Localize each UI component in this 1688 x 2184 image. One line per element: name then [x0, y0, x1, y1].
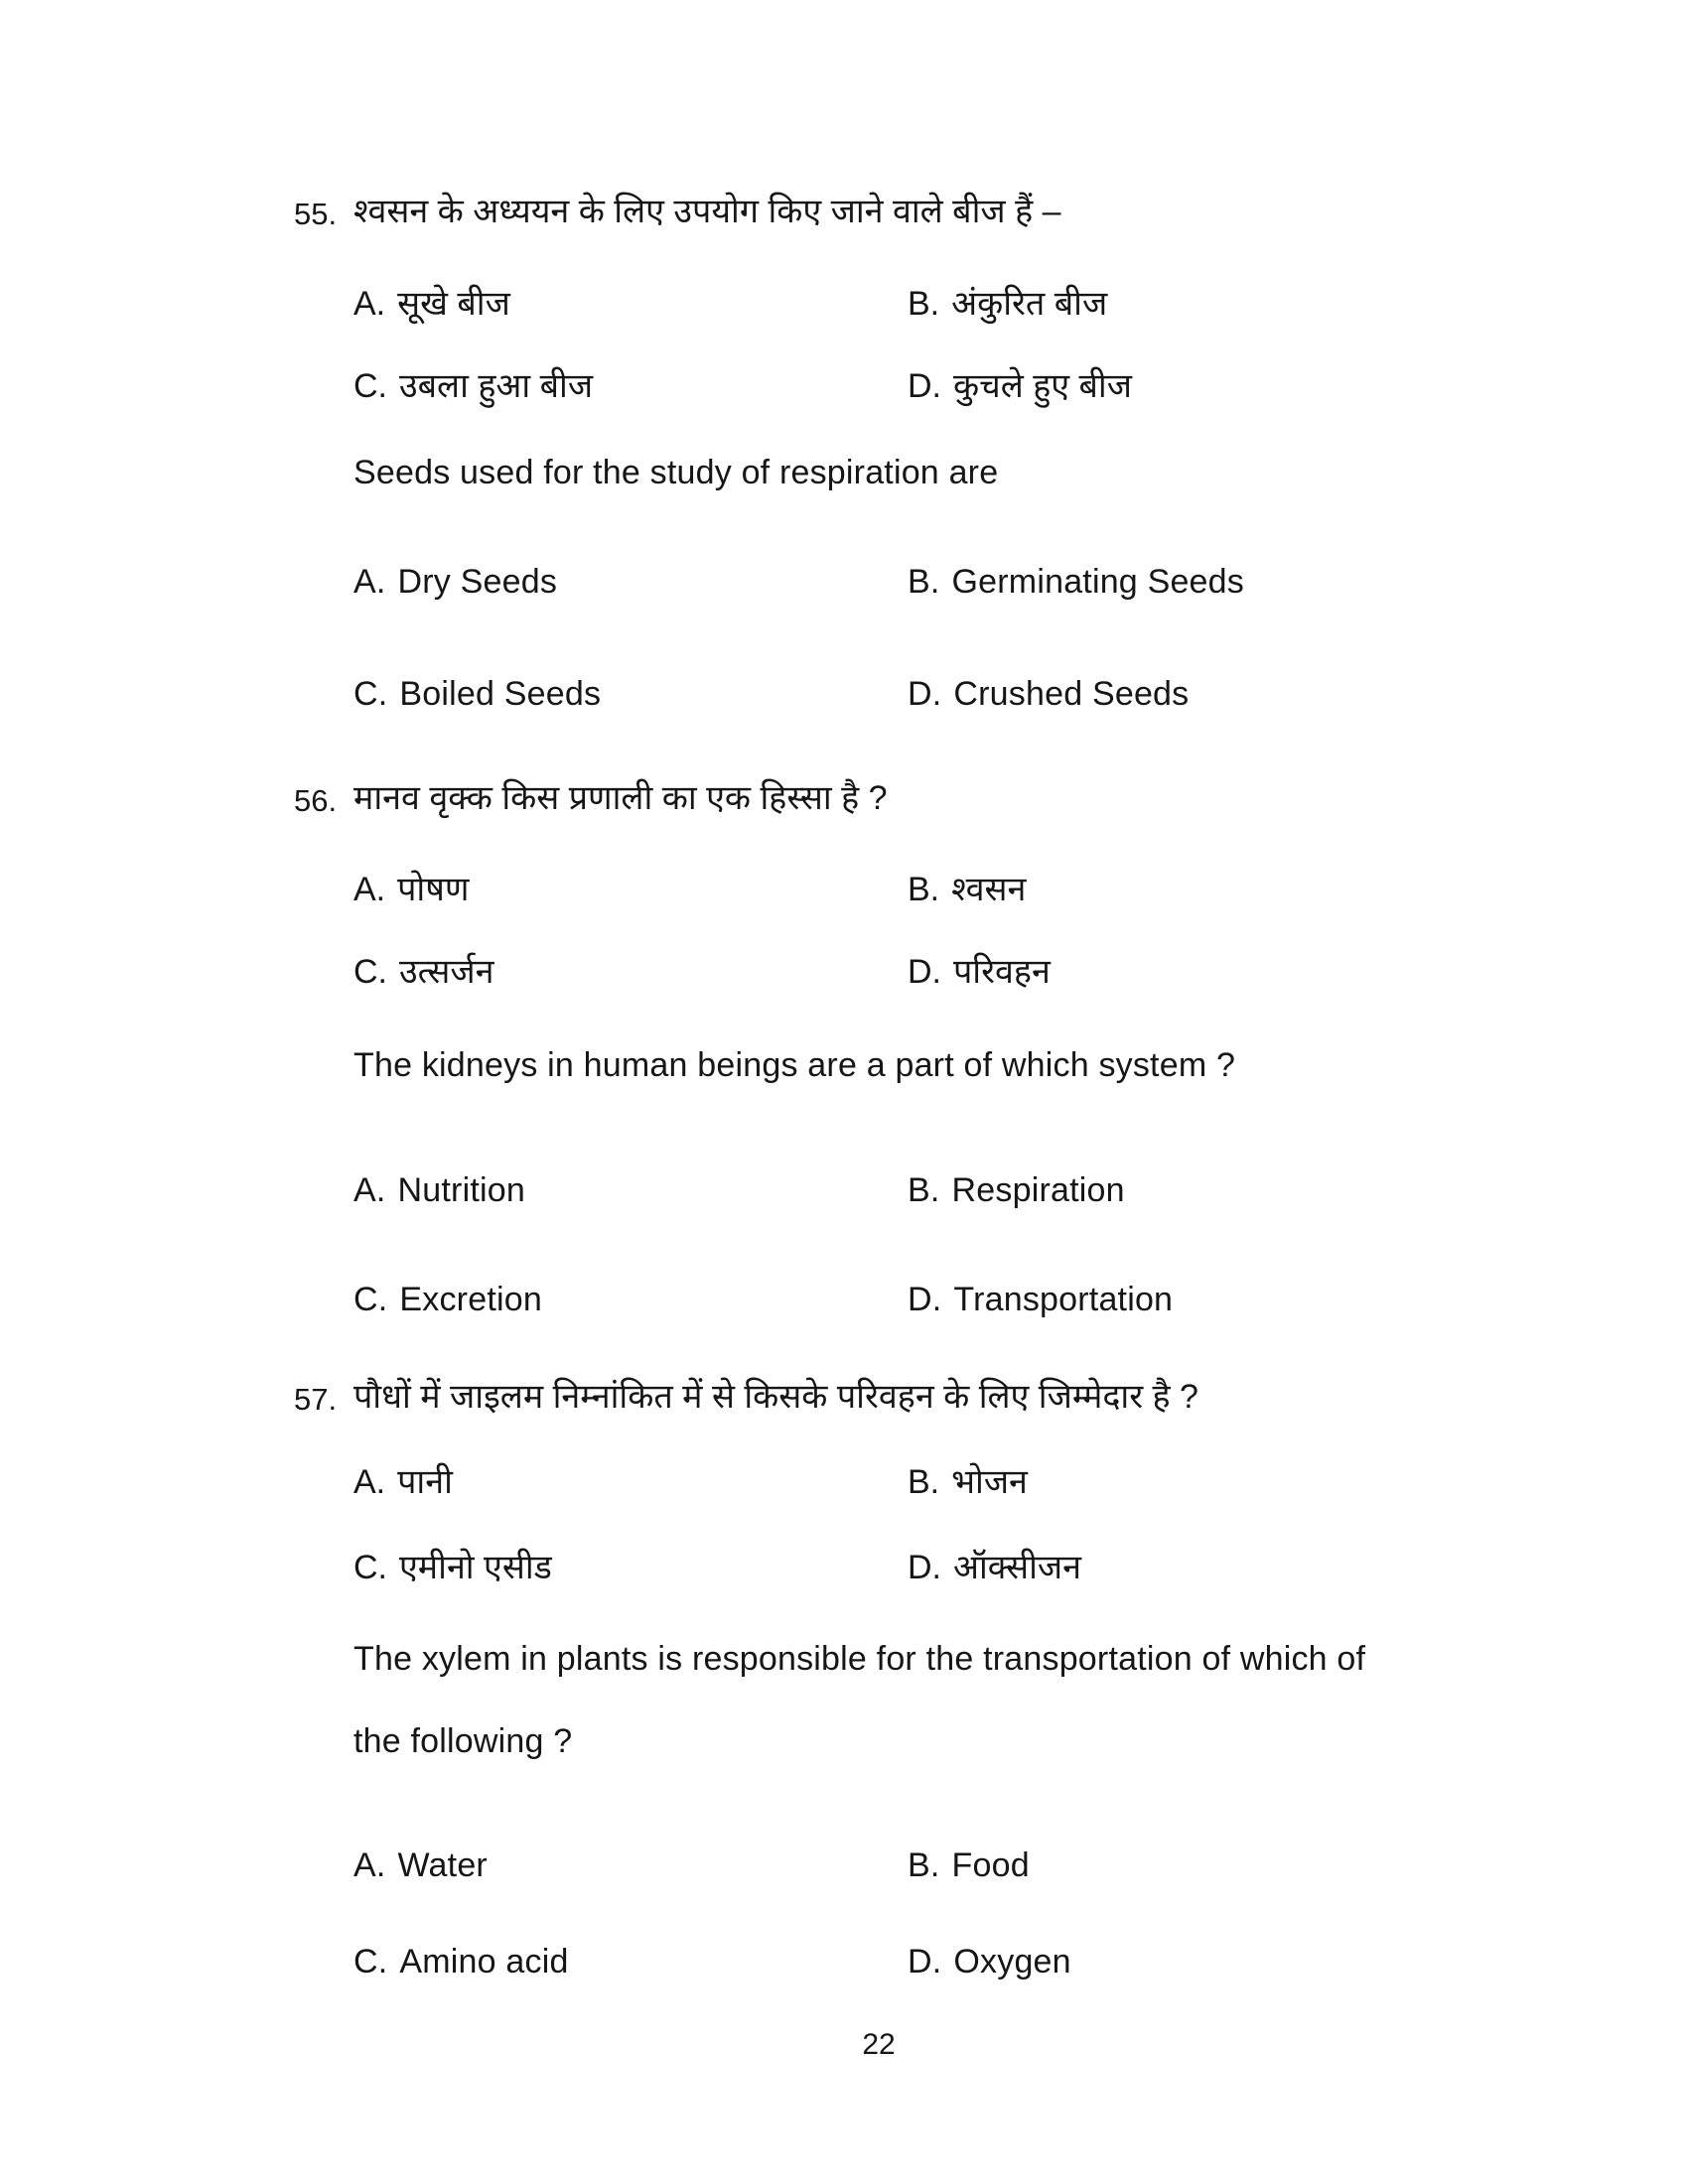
option-english-d — [908, 1941, 1071, 1983]
option-hindi-c — [353, 365, 593, 408]
option-label: D. — [908, 367, 941, 405]
question-text-hindi: मानव वृक्क किस प्रणाली का एक हिस्सा है ? — [353, 779, 888, 817]
option-label: A. — [353, 871, 386, 908]
option-text: उत्सर्जन — [399, 953, 494, 991]
english-options-row-ab — [353, 1844, 1545, 1887]
option-label: B. — [908, 285, 940, 323]
option-label: B. — [908, 1846, 940, 1884]
option-hindi-c — [353, 1547, 552, 1589]
option-text: Dry Seeds — [397, 563, 558, 601]
english-options-row-ab — [353, 561, 1545, 604]
option-label: B. — [908, 563, 940, 601]
question-number: 56. — [294, 783, 338, 818]
option-text: Amino acid — [399, 1943, 569, 1980]
option-english-d — [908, 1279, 1173, 1321]
english-options-row-cd — [353, 673, 1545, 716]
option-english-c — [353, 673, 601, 716]
option-hindi-b — [908, 869, 1026, 911]
option-label: A. — [353, 285, 386, 323]
option-text: भोजन — [951, 1463, 1028, 1501]
option-label: C. — [353, 1281, 388, 1318]
option-label: B. — [908, 1171, 940, 1209]
option-text: सूखे बीज — [397, 285, 510, 323]
option-english-a — [353, 1844, 488, 1887]
hindi-options-row-cd — [353, 951, 1545, 994]
option-text: Germinating Seeds — [951, 563, 1244, 601]
option-english-d — [908, 673, 1189, 716]
option-label: C. — [353, 1549, 387, 1586]
option-label: C. — [353, 953, 387, 991]
option-label: A. — [353, 1846, 386, 1884]
option-hindi-b — [908, 283, 1107, 326]
option-text: Oxygen — [953, 1943, 1071, 1980]
option-hindi-a — [353, 869, 469, 911]
option-english-a — [353, 561, 557, 604]
option-text: Crushed Seeds — [953, 675, 1190, 713]
option-label: D. — [908, 1549, 941, 1586]
option-text: पोषण — [397, 871, 470, 908]
option-label: C. — [353, 675, 388, 713]
option-text: Water — [397, 1846, 488, 1884]
hindi-options-row-ab — [353, 283, 1545, 326]
option-label: A. — [353, 1463, 386, 1501]
option-label: C. — [353, 367, 387, 405]
option-text: Respiration — [951, 1171, 1125, 1209]
option-text: परिवहन — [953, 953, 1051, 991]
option-text: श्वसन — [951, 871, 1027, 908]
option-text: Food — [951, 1846, 1030, 1884]
option-text: अंकुरित बीज — [951, 285, 1108, 323]
option-text: एमीनो एसीड — [399, 1549, 552, 1586]
option-label: A. — [353, 1171, 386, 1209]
option-text: पानी — [397, 1463, 453, 1501]
hindi-options-row-ab — [353, 1461, 1545, 1504]
option-english-c — [353, 1279, 542, 1321]
option-hindi-c — [353, 951, 493, 994]
option-english-b — [908, 1169, 1125, 1212]
question-number: 55. — [294, 197, 338, 231]
option-label: A. — [353, 563, 386, 601]
option-hindi-a — [353, 1461, 453, 1504]
option-label: B. — [908, 1463, 940, 1501]
option-hindi-a — [353, 283, 510, 326]
question-text-hindi: पौधों में जाइलम निम्नांकित में से किसके परिवहन के लिए जिम्मेदार है ? — [353, 1378, 1198, 1416]
option-label: D. — [908, 953, 941, 991]
option-label: C. — [353, 1943, 388, 1980]
question-text-english: The xylem in plants is responsible for the transportation of which of — [353, 1640, 1366, 1678]
option-text: उबला हुआ बीज — [399, 367, 594, 405]
option-text: Excretion — [399, 1281, 542, 1318]
english-options-row-cd — [353, 1941, 1545, 1983]
option-english-b — [908, 1844, 1030, 1887]
option-label: D. — [908, 1281, 942, 1318]
option-hindi-d — [908, 1547, 1081, 1589]
hindi-options-row-cd — [353, 365, 1545, 408]
option-english-a — [353, 1169, 525, 1212]
option-text: ऑक्सीजन — [953, 1549, 1081, 1586]
option-english-c — [353, 1941, 569, 1983]
option-text: Nutrition — [397, 1171, 525, 1209]
question-text-hindi: श्वसन के अध्ययन के लिए उपयोग किए जाने वाले बीज हैं – — [353, 193, 1061, 230]
option-hindi-d — [908, 365, 1132, 408]
question-text-english-line2: the following ? — [353, 1722, 573, 1760]
option-text: Transportation — [953, 1281, 1174, 1318]
option-hindi-d — [908, 951, 1051, 994]
option-english-b — [908, 561, 1244, 604]
option-text: Boiled Seeds — [399, 675, 602, 713]
english-options-row-cd — [353, 1279, 1545, 1321]
page-number: 22 — [862, 2028, 896, 2061]
option-label: D. — [908, 1943, 942, 1980]
option-text: कुचले हुए बीज — [953, 367, 1132, 405]
hindi-options-row-ab — [353, 869, 1545, 911]
question-text-english: The kidneys in human beings are a part of which system ? — [353, 1046, 1236, 1084]
option-label: D. — [908, 675, 942, 713]
option-hindi-b — [908, 1461, 1028, 1504]
option-label: B. — [908, 871, 940, 908]
question-text-english: Seeds used for the study of respiration are — [353, 454, 999, 491]
english-options-row-ab — [353, 1169, 1545, 1212]
hindi-options-row-cd — [353, 1547, 1545, 1589]
question-number: 57. — [294, 1382, 338, 1417]
